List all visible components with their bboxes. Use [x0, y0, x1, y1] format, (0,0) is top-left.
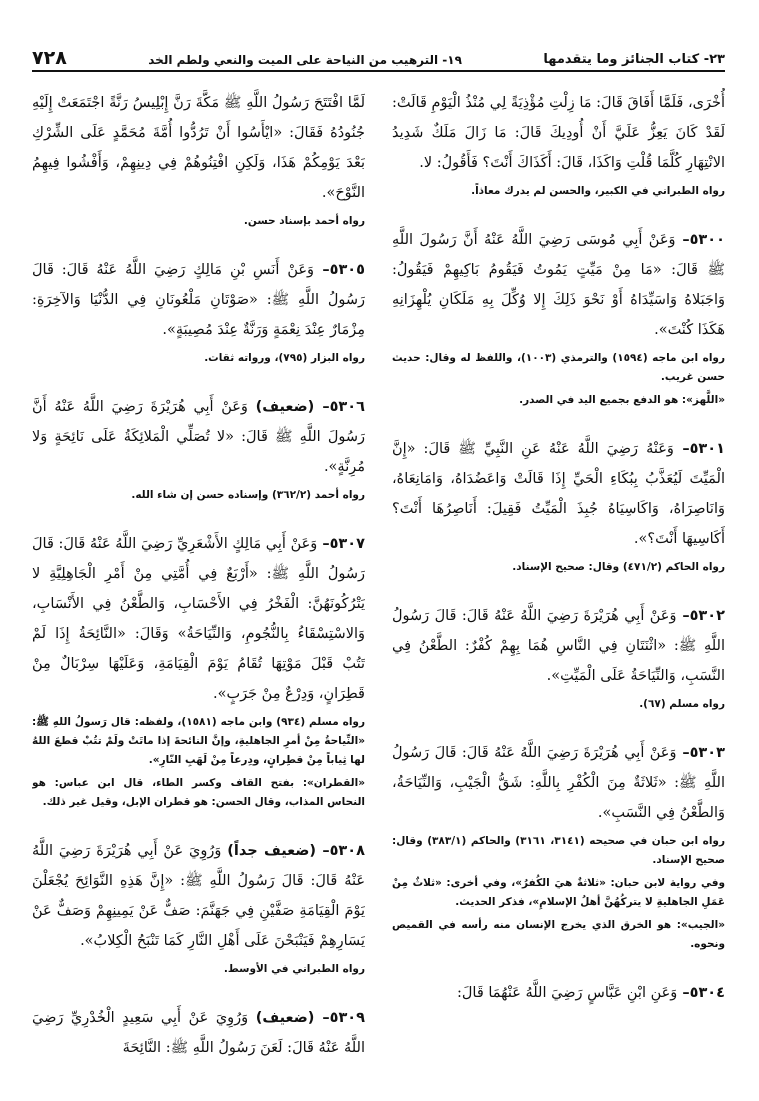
hadith-text: وَعَنْهُ رَضِيَ اللَّهُ عَنْهُ عَنِ النَّبِيِّ ﷺ قَالَ: «إِنَّ الْمَيِّتَ لَيُعَذَّبُ بِبُكَاءِ الْحَيِّ إِذَا قَالَتْ وَاعَضُدَاهُ، وَامَانِعَاهُ، وَانَاصِرَاهُ، وَاكَاسِيَاهُ جُبِذَ الْمَيِّتُ فَقِيلَ: أَنَاصِرُهَا أَنْتَ؟ أَكَاسِيهَا أَنْتَ؟». [392, 441, 725, 547]
hadith-number: ٥٣٠٧ [329, 536, 365, 552]
hadith-number: ٥٣٠٤ [689, 985, 725, 1001]
hadith-text: لَمَّا افْتَتَحَ رَسُولُ اللَّهِ ﷺ مَكَّةَ رَنَّ إِبْلِيسُ رَنَّةً اجْتَمَعَتْ إِلَيْهِ جُنُودُهُ فَقَالَ: «ايْأَسُوا أَنْ تَرُدُّوا أُمَّةَ مُحَمَّدٍ عَلَى الشِّرْكِ بَعْدَ يَوْمِكُمْ هَذَا، وَلَكِنِ افْتِنُوهُمْ فِي دِينِهِمْ، وَأَفْشُوا فِيهِمُ النَّوْحَ». [32, 95, 365, 201]
hadith-5300: ٥٣٠٠– وَعَنْ أَبِي مُوسَى رَضِيَ اللَّهُ عَنْهُ أَنَّ رَسُولَ اللَّهِ ﷺ قَالَ: «مَا مِنْ مَيِّتٍ يَمُوتُ فَيَقُومُ بَاكِيهِمْ فَيَقُولُ: وَاجَبَلاهُ وَاسَيِّدَاهُ أَوْ نَحْوَ ذَلِكَ إِلا وُكِّلَ بِهِ مَلَكَانِ يُلْهِزَانِهِ هَكَذَا كُنْتَ». رواه ابن ماجه (١٥٩٤) والترمذي (١٠٠٣)، واللفظ له وقال: حديث حسن غريب. «اللَّهز»: هو الدفع بجميع اليد في الصدر. [392, 225, 725, 410]
hadith-text: وَعَنِ ابْنِ عَبَّاسٍ رَضِيَ اللَّهُ عَنْهُمَا قَالَ: [456, 985, 678, 1001]
hadith-5301: ٥٣٠١– وَعَنْهُ رَضِيَ اللَّهُ عَنْهُ عَنِ النَّبِيِّ ﷺ قَالَ: «إِنَّ الْمَيِّتَ لَيُعَذَّبُ بِبُكَاءِ الْحَيِّ إِذَا قَالَتْ وَاعَضُدَاهُ، وَامَانِعَاهُ، وَانَاصِرَاهُ، وَاكَاسِيَاهُ جُبِذَ الْمَيِّتُ فَقِيلَ: أَنَاصِرُهَا أَنْتَ؟ أَكَاسِيهَا أَنْتَ؟». رواه الحاكم (٤٧١/٢) وقال: صحيح الإسناد. [392, 434, 725, 577]
hadith-source-note: رواه الطبراني في الأوسط. [223, 963, 365, 975]
hadith-number: ٥٣٠٥ [329, 262, 365, 278]
hadith-gloss-note: «القطران»: بفتح القاف وكسر الطاء، قال ابن عباس: هو النحاس المذاب، وقال الحسن: هو قطران الإبل، وقيل غير ذلك. [32, 777, 365, 808]
hadith-text: أُخْرَى، فَلَمَّا أَفَاقَ قَالَ: مَا زِلْتِ مُؤْذِيَةً لِي مُنْذُ الْيَوْمِ قَالَتْ: لَقَدْ كَانَ يَعِزُّ عَلَيَّ أَنْ أُودِيكَ قَالَ: مَا زَالَ مَلَكٌ شَدِيدُ الانْتِهَارِ كُلَّمَا قُلْتِ وَاكَذَا، قَالَ: أَكَذَاكَ أَنْتَ؟ فَأَقُولُ: لا. [392, 95, 725, 171]
hadith-number: ٥٣٠٠ [689, 232, 725, 248]
hadith-5307: ٥٣٠٧– وَعَنْ أَبِي مَالِكٍ الأَشْعَرِيِّ رَضِيَ اللَّهُ عَنْهُ قَالَ: قَالَ رَسُولُ اللَّهِ ﷺ: «أَرْبَعٌ فِي أُمَّتِي مِنْ أَمْرِ الْجَاهِلِيَّةِ لا يَتْرُكُونَهُنَّ: الْفَخْرُ فِي الأَحْسَابِ، وَالطَّعْنُ فِي الأَنْسَابِ، وَالاسْتِسْقَاءُ بِالنُّجُومِ، وَالنِّيَاحَةُ» وَقَالَ: «النَّائِحَةُ إِذَا لَمْ تَتُبْ قَبْلَ مَوْتِهَا تُقَامُ يَوْمَ الْقِيَامَةِ، وَعَلَيْهَا سِرْبَالٌ مِنْ قَطِرَانٍ، وَدِرْعٌ مِنْ جَرَبٍ». رواه مسلم (٩٣٤) وابن ماجه (١٥٨١)، ولفظه: قال رَسولُ اللهِ ﷺ: «النِّياحةُ مِنْ أمرِ الجاهليةِ، وإنَّ النائحةَ إذا ماتَتْ ولَمْ تتُبْ قطعَ اللهُ لها ثِياباً مِنْ قطِرانٍ، ودِرعاً مِنْ لَهَبِ النّارِ». «القطران»: بفتح القاف وكسر الطاء، قال ابن عباس: هو النحاس المذاب، وقال الحسن: هو قطران الإبل، وقيل غير ذلك. [32, 529, 365, 812]
hadith-gloss-note: «اللَّهز»: هو الدفع بجميع اليد في الصدر. [519, 394, 725, 406]
hadith-number: ٥٣٠٦ [329, 399, 365, 415]
hadith-source-note: رواه الطبراني في الكبير، والحسن لم يدرك معاذاً. [471, 185, 725, 197]
hadith-5309: ٥٣٠٩– (ضعيف) وَرُوِيَ عَنْ أَبِي سَعِيدٍ الْخُدْرِيِّ رَضِيَ اللَّهُ عَنْهُ قَالَ: لَعَنَ رَسُولُ اللَّهِ ﷺ: النَّائِحَةَ [32, 1010, 365, 1056]
hadith-grade: (ضعيف) [255, 1010, 315, 1026]
hadith-gloss-note: «الجيب»: هو الخرق الذي يخرج الإنسان منه رأسه في القميص ونحوه. [392, 919, 725, 950]
hadith-text: وَعَنْ أَبِي مَالِكٍ الأَشْعَرِيِّ رَضِيَ اللَّهُ عَنْهُ قَالَ: قَالَ رَسُولُ اللَّهِ ﷺ: «أَرْبَعٌ فِي أُمَّتِي مِنْ أَمْرِ الْجَاهِلِيَّةِ لا يَتْرُكُونَهُنَّ: الْفَخْرُ فِي الأَحْسَابِ، وَالطَّعْنُ فِي الأَنْسَابِ، وَالاسْتِسْقَاءُ بِالنُّجُومِ، وَالنِّيَاحَةُ» وَقَالَ: «النَّائِحَةُ إِذَا لَمْ تَتُبْ قَبْلَ مَوْتِهَا تُقَامُ يَوْمَ الْقِيَامَةِ، وَعَلَيْهَا سِرْبَالٌ مِنْ قَطِرَانٍ، وَدِرْعٌ مِنْ جَرَبٍ». [32, 536, 365, 702]
hadith-source-note: رواه ابن حبان في صحيحه (٣١٤١، ٣١٦١) والحاكم (٣٨٣/١) وقال: صحيح الإسناد. [392, 835, 725, 866]
hadith-source-note: رواه الحاكم (٤٧١/٢) وقال: صحيح الإسناد. [512, 561, 725, 573]
hadith-continuation [392, 88, 725, 201]
hadith-text: وَرُوِيَ عَنْ أَبِي سَعِيدٍ الْخُدْرِيِّ رَضِيَ اللَّهُ عَنْهُ قَالَ: لَعَنَ رَسُولُ اللَّهِ ﷺ: النَّائِحَةَ [32, 1010, 365, 1056]
hadith-text: وَرُوِيَ عَنْ أَبِي هُرَيْرَةَ رَضِيَ اللَّهُ عَنْهُ قَالَ: قَالَ رَسُولُ اللَّهِ ﷺ: «إِنَّ هَذِهِ النَّوَائِحَ يُجْعَلْنَ يَوْمَ الْقِيَامَةِ صَفَّيْنِ فِي جَهَنَّمَ: صَفٌّ عَنْ يَمِينِهِمْ وَصَفٌّ عَنْ يَسَارِهِمْ فَيَنْبَحْنَ عَلَى أَهْلِ النَّارِ كَمَا تَنْبَحُ الْكِلابُ». [32, 843, 365, 949]
hadith-number: ٥٣٠٨ [329, 843, 365, 859]
hadith-text: وَعَنْ أَبِي هُرَيْرَةَ رَضِيَ اللَّهُ عَنْهُ أَنَّ رَسُولَ اللَّهِ ﷺ قَالَ: «لا تُصَلِّي الْمَلائِكَةُ عَلَى نَائِحَةٍ وَلا مُرِنَّةٍ». [32, 399, 365, 475]
hadith-source-note: رواه مسلم (٦٧). [639, 698, 725, 710]
hadith-source-note: رواه أحمد (٣٦٢/٢) وإسناده حسن إن شاء الله. [131, 489, 365, 501]
hadith-continuation [32, 88, 365, 231]
hadith-text: وَعَنْ أَبِي هُرَيْرَةَ رَضِيَ اللَّهُ عَنْهُ قَالَ: قَالَ رَسُولُ اللَّهِ ﷺ: «ثَلاثَةٌ مِنَ الْكُفْرِ بِاللَّهِ: شَقُّ الْجَيْبِ، وَالنِّيَاحَةُ، وَالطَّعْنُ فِي النَّسَبِ». [392, 745, 725, 821]
hadith-5308: ٥٣٠٨– (ضعيف جداً) وَرُوِيَ عَنْ أَبِي هُرَيْرَةَ رَضِيَ اللَّهُ عَنْهُ قَالَ: قَالَ رَسُولُ اللَّهِ ﷺ: «إِنَّ هَذِهِ النَّوَائِحَ يُجْعَلْنَ يَوْمَ الْقِيَامَةِ صَفَّيْنِ فِي جَهَنَّمَ: صَفٌّ عَنْ يَمِينِهِمْ وَصَفٌّ عَنْ يَسَارِهِمْ فَيَنْبَحْنَ عَلَى أَهْلِ النَّارِ كَمَا تَنْبَحُ الْكِلابُ». رواه الطبراني في الأوسط. [32, 836, 365, 979]
hadith-5302: ٥٣٠٢– وَعَنْ أَبِي هُرَيْرَةَ رَضِيَ اللَّهُ عَنْهُ قَالَ: قَالَ رَسُولُ اللَّهِ ﷺ: «اثْنَتَانِ فِي النَّاسِ هُمَا بِهِمْ كُفْرٌ: الطَّعْنُ فِي النَّسَبِ، وَالنِّيَاحَةُ عَلَى الْمَيِّتِ». رواه مسلم (٦٧). [392, 601, 725, 714]
hadith-grade: (ضعيف) [255, 399, 315, 415]
page-number: ٧٢٨ [32, 47, 67, 69]
page-header [32, 44, 725, 72]
hadith-5304: ٥٣٠٤– وَعَنِ ابْنِ عَبَّاسٍ رَضِيَ اللَّهُ عَنْهُمَا قَالَ: [456, 985, 725, 1001]
hadith-5305: ٥٣٠٥– وَعَنْ أَنَسِ بْنِ مَالِكٍ رَضِيَ اللَّهُ عَنْهُ قَالَ: قَالَ رَسُولُ اللَّهِ ﷺ: «صَوْتَانِ مَلْعُونَانِ فِي الدُّنْيَا وَالآخِرَةِ: مِزْمَارٌ عِنْدَ نِعْمَةٍ وَرَنَّةٌ عِنْدَ مُصِيبَةٍ». رواه البزار (٧٩٥)، ورواته ثقات. [32, 255, 365, 368]
hadith-source-note: رواه مسلم (٩٣٤) وابن ماجه (١٥٨١)، ولفظه: قال رَسولُ اللهِ ﷺ: «النِّياحةُ مِنْ أمرِ الجاهليةِ، وإنَّ النائحةَ إذا ماتَتْ ولَمْ تتُبْ قطعَ اللهُ لها ثِياباً مِنْ قطِرانٍ، ودِرعاً مِنْ لَهَبِ النّارِ». [32, 716, 365, 766]
hadith-number: ٥٣٠٣ [689, 745, 725, 761]
right-column [392, 88, 725, 1088]
section-title: ١٩- الترهيب من النياحة على الميت والنعي ولطم الخد [148, 53, 462, 67]
hadith-number: ٥٣٠٢ [689, 608, 725, 624]
hadith-source-note: رواه أحمد بإسناد حسن. [243, 215, 365, 227]
hadith-number: ٥٣٠٩ [329, 1010, 365, 1026]
hadith-grade: (ضعيف جداً) [227, 843, 316, 859]
hadith-source-note: رواه ابن ماجه (١٥٩٤) والترمذي (١٠٠٣)، واللفظ له وقال: حديث حسن غريب. [392, 352, 725, 383]
hadith-5306: ٥٣٠٦– (ضعيف) وَعَنْ أَبِي هُرَيْرَةَ رَضِيَ اللَّهُ عَنْهُ أَنَّ رَسُولَ اللَّهِ ﷺ قَالَ: «لا تُصَلِّي الْمَلائِكَةُ عَلَى نَائِحَةٍ وَلا مُرِنَّةٍ». رواه أحمد (٣٦٢/٢) وإسناده حسن إن شاء الله. [32, 392, 365, 505]
hadith-text: وَعَنْ أَنَسِ بْنِ مَالِكٍ رَضِيَ اللَّهُ عَنْهُ قَالَ: قَالَ رَسُولُ اللَّهِ ﷺ: «صَوْتَانِ مَلْعُونَانِ فِي الدُّنْيَا وَالآخِرَةِ: مِزْمَارٌ عِنْدَ نِعْمَةٍ وَرَنَّةٌ عِنْدَ مُصِيبَةٍ». [32, 262, 365, 338]
hadith-text: وَعَنْ أَبِي هُرَيْرَةَ رَضِيَ اللَّهُ عَنْهُ قَالَ: قَالَ رَسُولُ اللَّهِ ﷺ: «اثْنَتَانِ فِي النَّاسِ هُمَا بِهِمْ كُفْرٌ: الطَّعْنُ فِي النَّسَبِ، وَالنِّيَاحَةُ عَلَى الْمَيِّتِ». [392, 608, 725, 684]
chapter-title: ٢٣- كتاب الجنائز وما يتقدمها [543, 52, 725, 67]
hadith-5303: ٥٣٠٣– وَعَنْ أَبِي هُرَيْرَةَ رَضِيَ اللَّهُ عَنْهُ قَالَ: قَالَ رَسُولُ اللَّهِ ﷺ: «ثَلاثَةٌ مِنَ الْكُفْرِ بِاللَّهِ: شَقُّ الْجَيْبِ، وَالنِّيَاحَةُ، وَالطَّعْنُ فِي النَّسَبِ». رواه ابن حبان في صحيحه (٣١٤١، ٣١٦١) والحاكم (٣٨٣/١) وقال: صحيح الإسناد. وفي رواية لابن حبان: «ثلاثةٌ هيَ الكُفرُ»، وفي أخرى: «ثلاثٌ مِنْ عَمَلِ الجاهليةِ لا يتركُهُنَّ أهلُ الإسلامِ»، فذكر الحديث. «الجيب»: هو الخرق الذي يخرج الإنسان منه رأسه في القميص ونحوه. [392, 738, 725, 954]
left-column [32, 88, 365, 1088]
hadith-number: ٥٣٠١ [689, 441, 725, 457]
hadith-source-note: رواه البزار (٧٩٥)، ورواته ثقات. [204, 352, 365, 364]
hadith-variant-note: وفي رواية لابن حبان: «ثلاثةٌ هيَ الكُفرُ»، وفي أخرى: «ثلاثٌ مِنْ عَمَلِ الجاهليةِ لا يتركُهُنَّ أهلُ الإسلامِ»، فذكر الحديث. [392, 877, 725, 908]
hadith-text: وَعَنْ أَبِي مُوسَى رَضِيَ اللَّهُ عَنْهُ أَنَّ رَسُولَ اللَّهِ ﷺ قَالَ: «مَا مِنْ مَيِّتٍ يَمُوتُ فَيَقُومُ بَاكِيهِمْ فَيَقُولُ: وَاجَبَلاهُ وَاسَيِّدَاهُ أَوْ نَحْوَ ذَلِكَ إِلا وُكِّلَ بِهِ مَلَكَانِ يُلْهِزَانِهِ هَكَذَا كُنْتَ». [392, 232, 725, 338]
